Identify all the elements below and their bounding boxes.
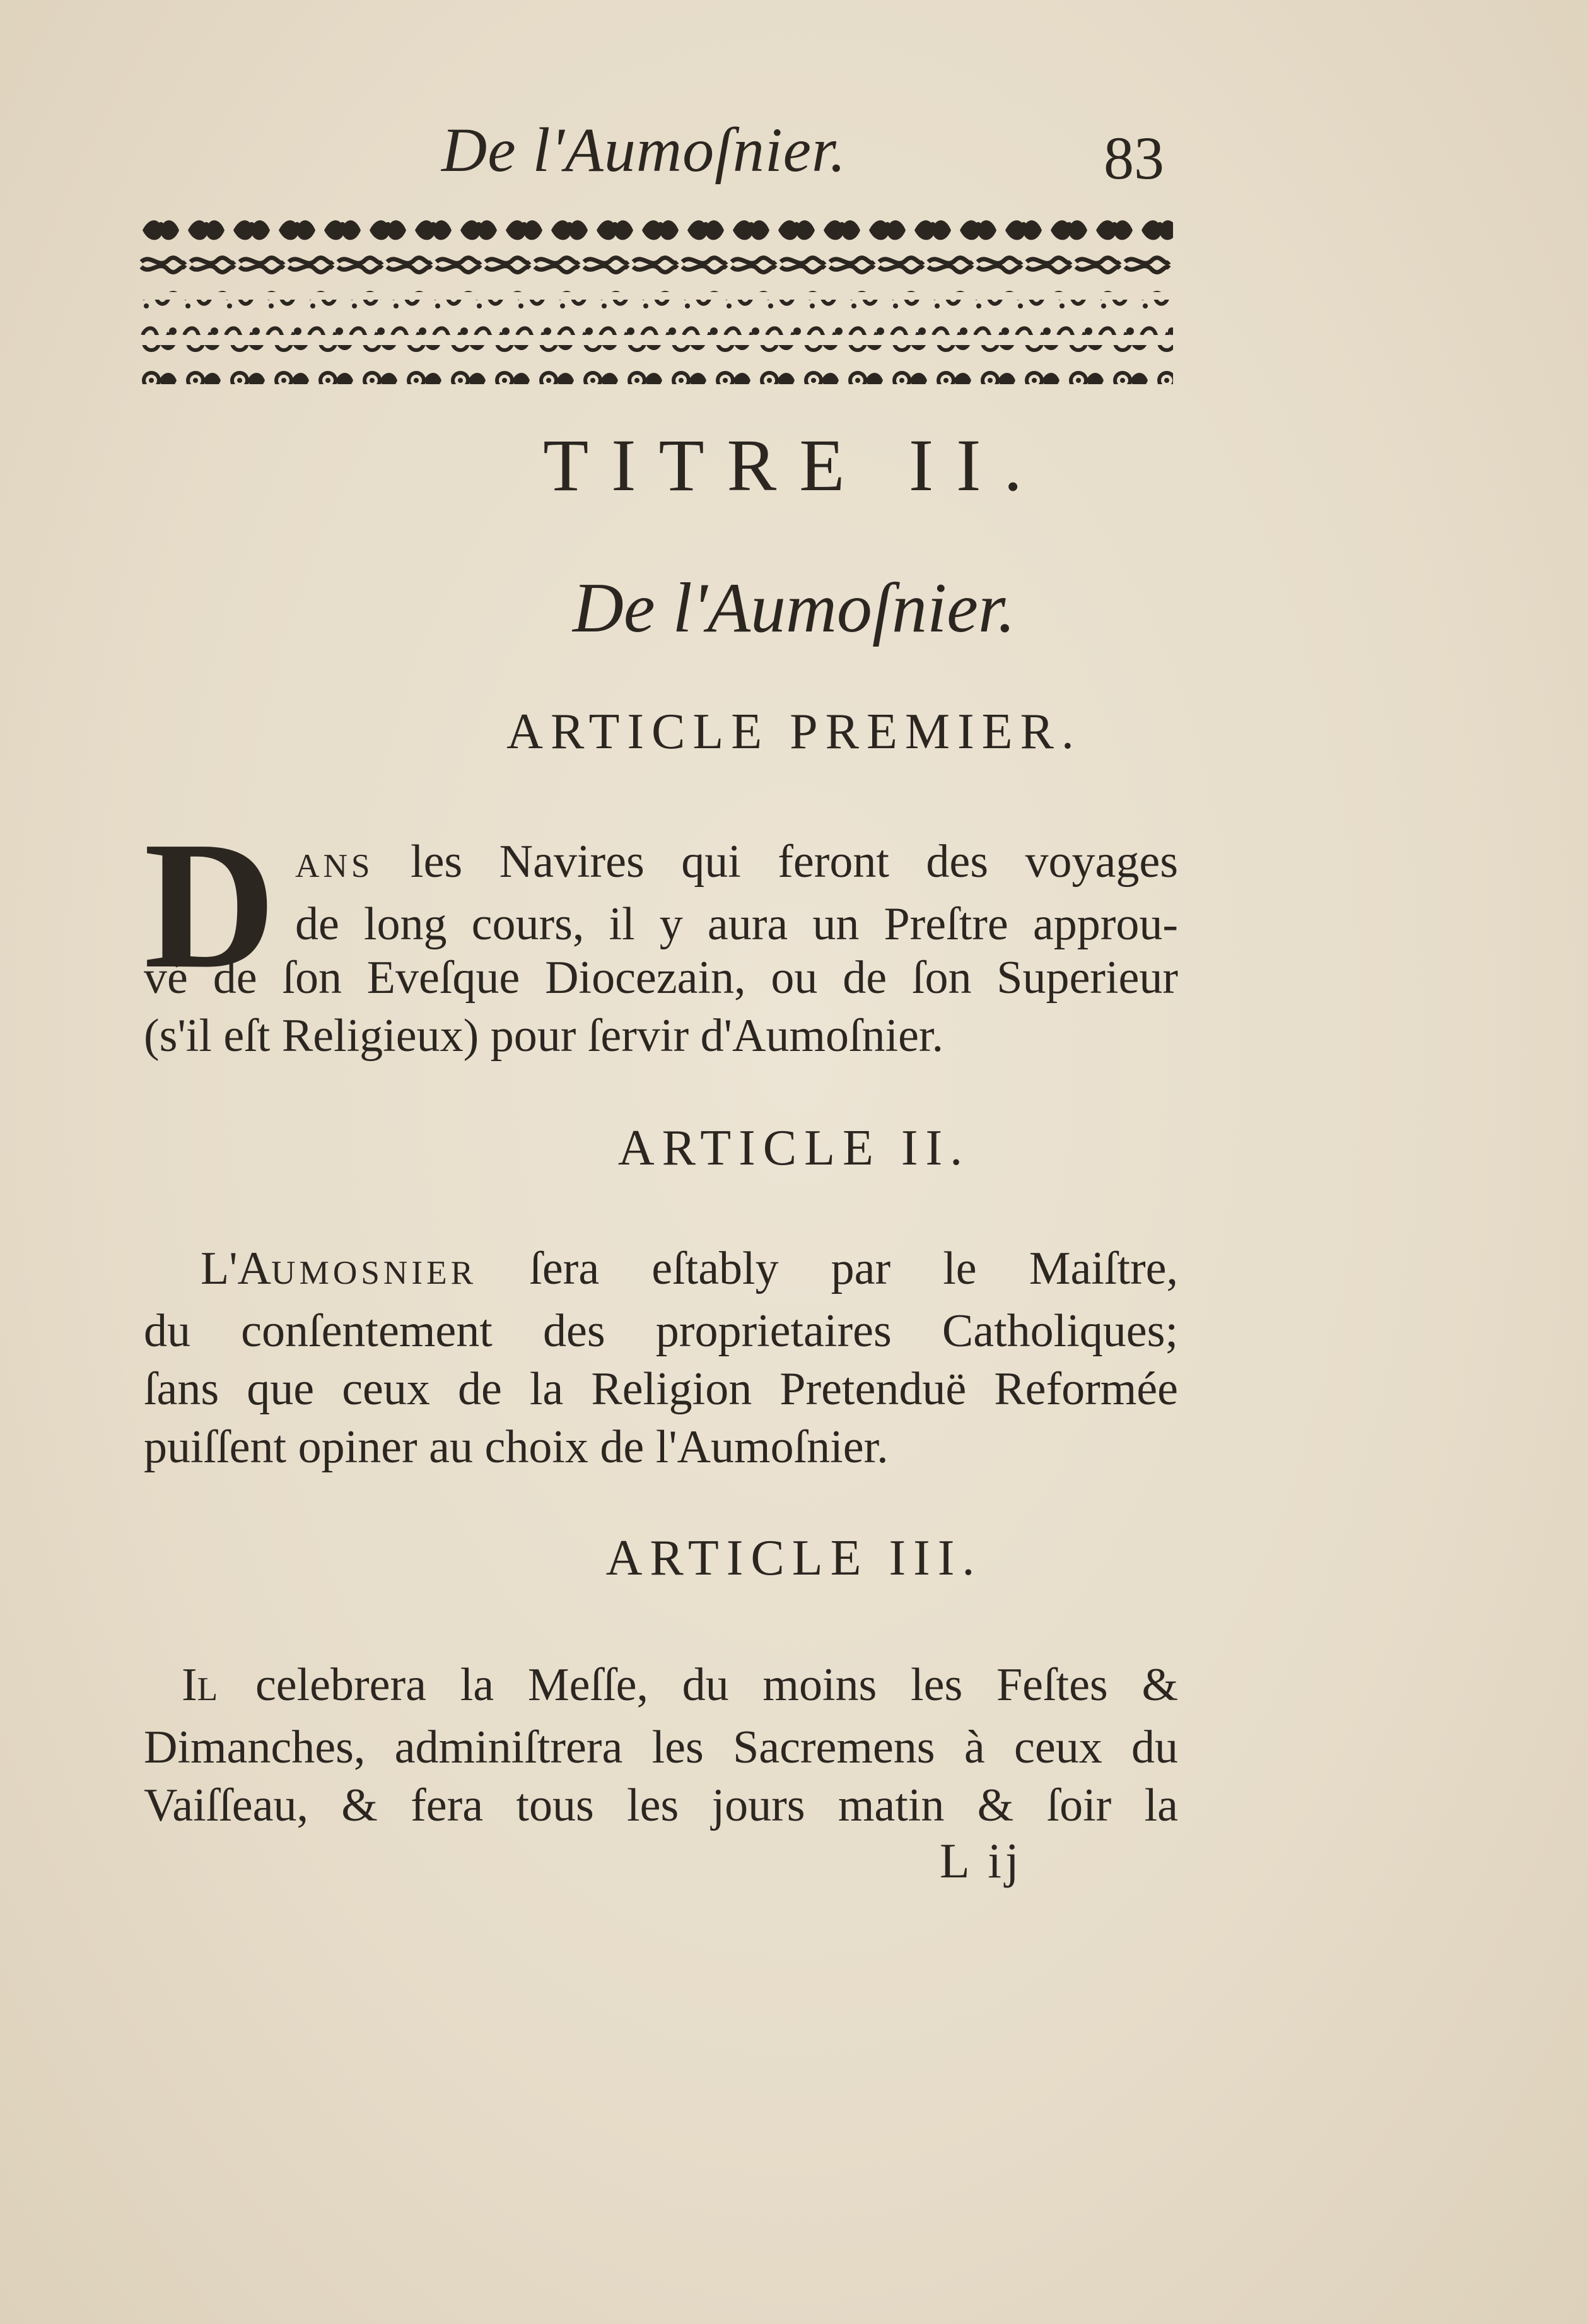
article-paragraph xyxy=(144,949,1178,1065)
article-paragraph xyxy=(144,1656,1178,1834)
fleuron-band-ornament xyxy=(139,211,1173,401)
paragraph-line: Dimanches, adminiſtrera les Sacremens à ceux du xyxy=(144,1722,1178,1773)
chapter-subtitle: De l'Aumoſnier. xyxy=(572,569,1016,647)
paragraph-line: ſans que ceux de la Religion Pretenduë Reformée xyxy=(144,1363,1178,1415)
page-number: 83 xyxy=(1104,124,1164,192)
article-paragraph xyxy=(144,1240,1178,1476)
signature-mark: L ij xyxy=(940,1833,1023,1888)
paragraph-line: ANS les Navires qui feront des voyages xyxy=(295,836,1178,888)
article-paragraph xyxy=(295,833,1178,953)
paragraph-line: du conſentement des proprietaires Catholiques; xyxy=(144,1305,1178,1357)
drop-cap: D xyxy=(144,804,276,1006)
paragraph-line: (s'il eſt Religieux) pour ſervir d'Aumoſnier. xyxy=(144,1010,943,1062)
article-heading: ARTICLE II. xyxy=(617,1120,971,1176)
article-heading: ARTICLE PREMIER. xyxy=(506,704,1082,760)
running-title: De l'Aumoſnier. xyxy=(441,115,846,185)
paragraph-line: L'AUMOSNIER ſera eſtably par le Maiſtre, xyxy=(201,1243,1179,1294)
chapter-title: TITRE II. xyxy=(543,424,1045,507)
article-heading: ARTICLE III. xyxy=(605,1530,983,1586)
first-word-small-caps: ANS xyxy=(295,847,374,884)
paragraph-line: vé de ſon Eveſque Diocezain, ou de ſon Superieur xyxy=(144,952,1178,1004)
paragraph-line: Vaiſſeau, & fera tous les jours matin & ſoir la xyxy=(144,1780,1178,1831)
paragraph-line: puiſſent opiner au choix de l'Aumoſnier. xyxy=(144,1421,889,1473)
paragraph-line: IL celebrera la Meſſe, du moins les Feſtes & xyxy=(182,1659,1179,1711)
paragraph-line: de long cours, il y aura un Preſtre approu- xyxy=(295,898,1178,950)
